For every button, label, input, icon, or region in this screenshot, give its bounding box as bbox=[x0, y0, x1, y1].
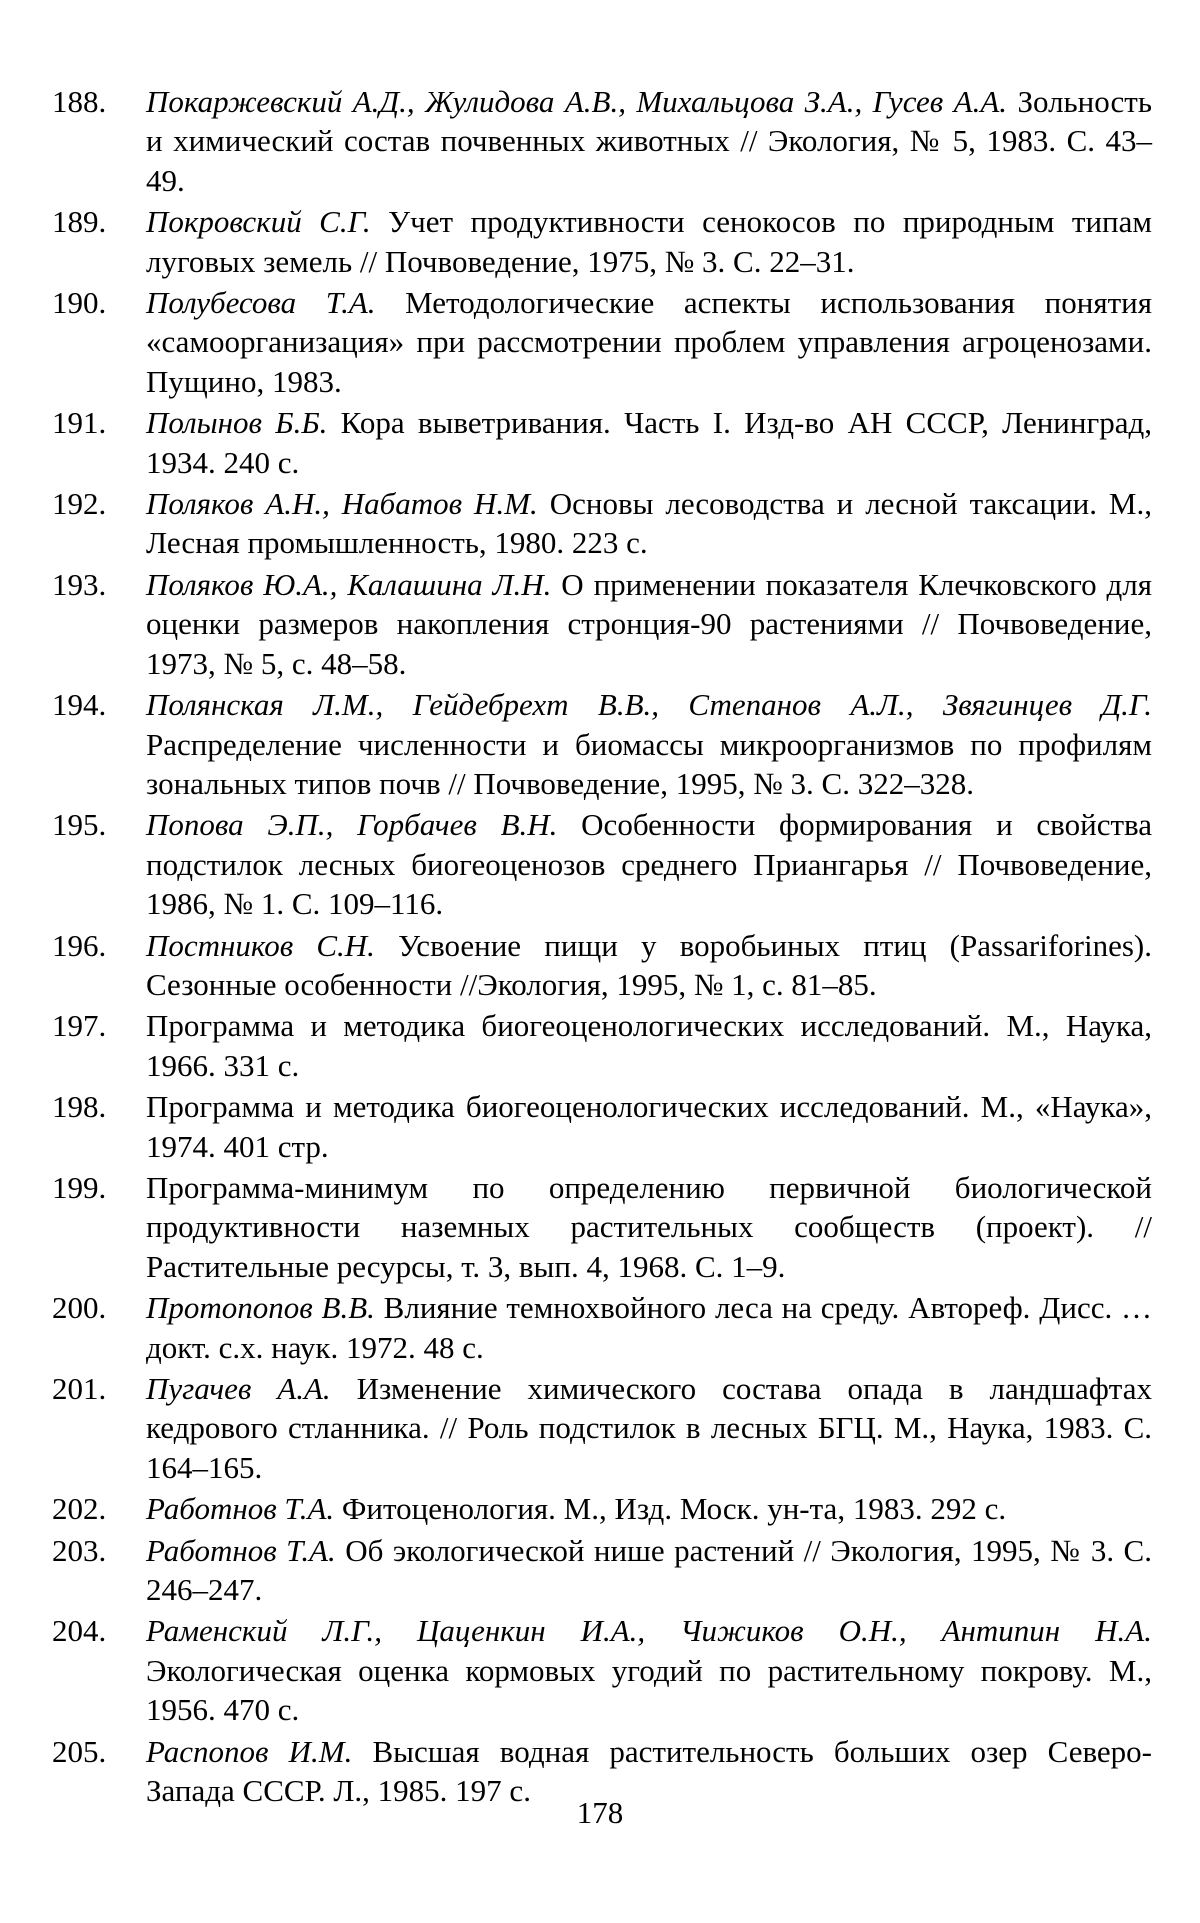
reference-number: 193. bbox=[52, 566, 107, 602]
reference-entry bbox=[52, 403, 1152, 482]
reference-number: 197. bbox=[52, 1008, 107, 1044]
reference-entry bbox=[52, 565, 1152, 683]
reference-entry bbox=[52, 926, 1152, 1005]
reference-text: Высшая водная растительность больших озер Северо-Запада СССР. Л., 1985. 197 с. bbox=[146, 1733, 1152, 1809]
reference-number: 194. bbox=[52, 687, 107, 723]
reference-number: 191. bbox=[52, 405, 107, 441]
reference-text: Основы лесоводства и лесной таксации. М., Лесная промышленность, 1980. 223 с. bbox=[146, 486, 1152, 561]
reference-body bbox=[146, 1369, 1152, 1487]
reference-text: Учет продуктивности сенокосов по природным типам луговых земель // Почвоведение, 1975, № 3. С. 22–31. bbox=[146, 204, 1152, 279]
reference-authors: Работнов Т.А. bbox=[146, 1491, 335, 1527]
reference-authors: Пугачев А.А. bbox=[146, 1371, 331, 1406]
reference-number: 195. bbox=[52, 807, 107, 843]
reference-text: Распределение численности и биомассы микроорганизмов по профилям зональных типов почв // Почвоведение, 1995, № 3. С. 322–328. bbox=[146, 726, 1152, 801]
reference-body bbox=[146, 1087, 1152, 1166]
reference-body bbox=[146, 1531, 1152, 1610]
page-number: 178 bbox=[576, 1795, 624, 1830]
reference-number: 190. bbox=[52, 285, 107, 321]
reference-body bbox=[146, 484, 1152, 563]
reference-number: 203. bbox=[52, 1532, 107, 1568]
reference-number: 202. bbox=[52, 1491, 107, 1527]
reference-text: Программа-минимум по определению первичной биологической продуктивности наземных растительных сообществ (проект). // Растительные ресурсы, т. 3, вып. 4, 1968. С. 1–9. bbox=[146, 1169, 1152, 1284]
reference-entry bbox=[52, 82, 1152, 200]
reference-entry bbox=[52, 1168, 1152, 1286]
reference-text: Об экологической нише растений // Экология, 1995, № 3. С. 246–247. bbox=[146, 1532, 1152, 1608]
reference-body bbox=[146, 1611, 1152, 1729]
reference-entry bbox=[52, 202, 1152, 281]
reference-number: 196. bbox=[52, 927, 107, 963]
reference-body bbox=[146, 565, 1152, 683]
reference-number: 192. bbox=[52, 486, 107, 522]
reference-text: Изменение химического состава опада в ландшафтах кедрового стланника. // Роль подстилок в лесных БГЦ. М., Наука, 1983. С. 164–165. bbox=[146, 1371, 1152, 1485]
reference-number: 198. bbox=[52, 1089, 107, 1125]
reference-text: Особенности формирования и свойства подстилок лесных биогеоценозов среднего Приангарья // Почвоведение, 1986, № 1. С. 109–116. bbox=[146, 807, 1152, 922]
reference-text: Влияние темнохвойного леса на среду. Автореф. Дисс. … докт. с.х. наук. 1972. 48 с. bbox=[146, 1290, 1152, 1365]
reference-entry bbox=[52, 805, 1152, 923]
reference-text: Экологическая оценка кормовых угодий по растительному покрову. М., 1956. 470 с. bbox=[146, 1652, 1152, 1728]
reference-number: 200. bbox=[52, 1290, 107, 1326]
reference-text: Кора выветривания. Часть I. Изд-во АН СССР, Ленинград, 1934. 240 с. bbox=[146, 405, 1152, 480]
reference-number: 201. bbox=[52, 1371, 107, 1406]
reference-number: 188. bbox=[52, 84, 107, 119]
reference-entry bbox=[52, 1087, 1152, 1166]
reference-entry bbox=[52, 283, 1152, 401]
reference-authors: Покровский С.Г. bbox=[146, 204, 371, 240]
reference-number: 205. bbox=[52, 1733, 107, 1769]
reference-authors: Протопопов В.В. bbox=[146, 1290, 375, 1326]
reference-body bbox=[146, 1006, 1152, 1085]
reference-entry bbox=[52, 1611, 1152, 1729]
reference-number: 199. bbox=[52, 1169, 107, 1205]
reference-entry bbox=[52, 1288, 1152, 1367]
reference-body bbox=[146, 82, 1152, 200]
reference-authors: Постников С.Н. bbox=[146, 927, 375, 963]
reference-entry bbox=[52, 1369, 1152, 1487]
reference-entry bbox=[52, 1489, 1152, 1528]
reference-text: Программа и методика биогеоценологических исследований. М., «Наука», 1974. 401 стр. bbox=[146, 1089, 1152, 1164]
reference-text: Зольность и химический состав почвенных животных // Экология, № 5, 1983. С. 43–49. bbox=[146, 84, 1152, 198]
reference-number: 189. bbox=[52, 204, 107, 240]
reference-text: О применении показателя Клечковского для оценки размеров накопления стронция-90 растениями // Почвоведение, 1973, № 5, с. 48–58. bbox=[146, 566, 1152, 681]
reference-authors: Поляков Ю.А., Калашина Л.Н. bbox=[146, 566, 552, 602]
reference-list bbox=[52, 82, 1152, 1812]
reference-authors: Попова Э.П., Горбачев В.Н. bbox=[146, 807, 558, 843]
reference-entry bbox=[52, 1531, 1152, 1610]
reference-authors: Полянская Л.М., Гейдебрехт В.В., Степанов А.Л., Звягинцев Д.Г. bbox=[146, 687, 1152, 723]
reference-text: Усвоение пищи у воробьиных птиц (Passariforines). Сезонные особенности //Экология, 1995, № 1, с. 81–85. bbox=[146, 927, 1152, 1002]
reference-authors: Покаржевский А.Д., Жулидова А.В., Михальцова З.А., Гусев А.А. bbox=[146, 84, 1008, 119]
reference-authors: Работнов Т.А. bbox=[146, 1532, 336, 1568]
reference-body bbox=[146, 685, 1152, 803]
reference-body bbox=[146, 1489, 1152, 1528]
reference-body bbox=[146, 202, 1152, 281]
reference-number: 204. bbox=[52, 1613, 107, 1649]
reference-authors: Поляков А.Н., Набатов Н.М. bbox=[146, 486, 538, 522]
reference-text: Программа и методика биогеоценологических исследований. М., Наука, 1966. 331 с. bbox=[146, 1008, 1152, 1083]
reference-body bbox=[146, 403, 1152, 482]
reference-body bbox=[146, 1288, 1152, 1367]
reference-entry bbox=[52, 1006, 1152, 1085]
reference-body bbox=[146, 926, 1152, 1005]
reference-body bbox=[146, 805, 1152, 923]
reference-entry bbox=[52, 685, 1152, 803]
reference-entry bbox=[52, 484, 1152, 563]
reference-authors: Раменский Л.Г., Цаценкин И.А., Чижиков О.Н., Антипин Н.А. bbox=[146, 1613, 1152, 1649]
reference-body bbox=[146, 1168, 1152, 1286]
reference-authors: Распопов И.М. bbox=[146, 1733, 353, 1769]
reference-authors: Полынов Б.Б. bbox=[146, 405, 328, 441]
reference-authors: Полубесова Т.А. bbox=[146, 285, 376, 321]
reference-text: Методологические аспекты использования понятия «самоорганизация» при рассмотрении проблем управления агроценозами. Пущино, 1983. bbox=[146, 285, 1152, 399]
reference-text: Фитоценология. М., Изд. Моск. ун-та, 1983. 292 с. bbox=[334, 1491, 1007, 1527]
reference-body bbox=[146, 283, 1152, 401]
